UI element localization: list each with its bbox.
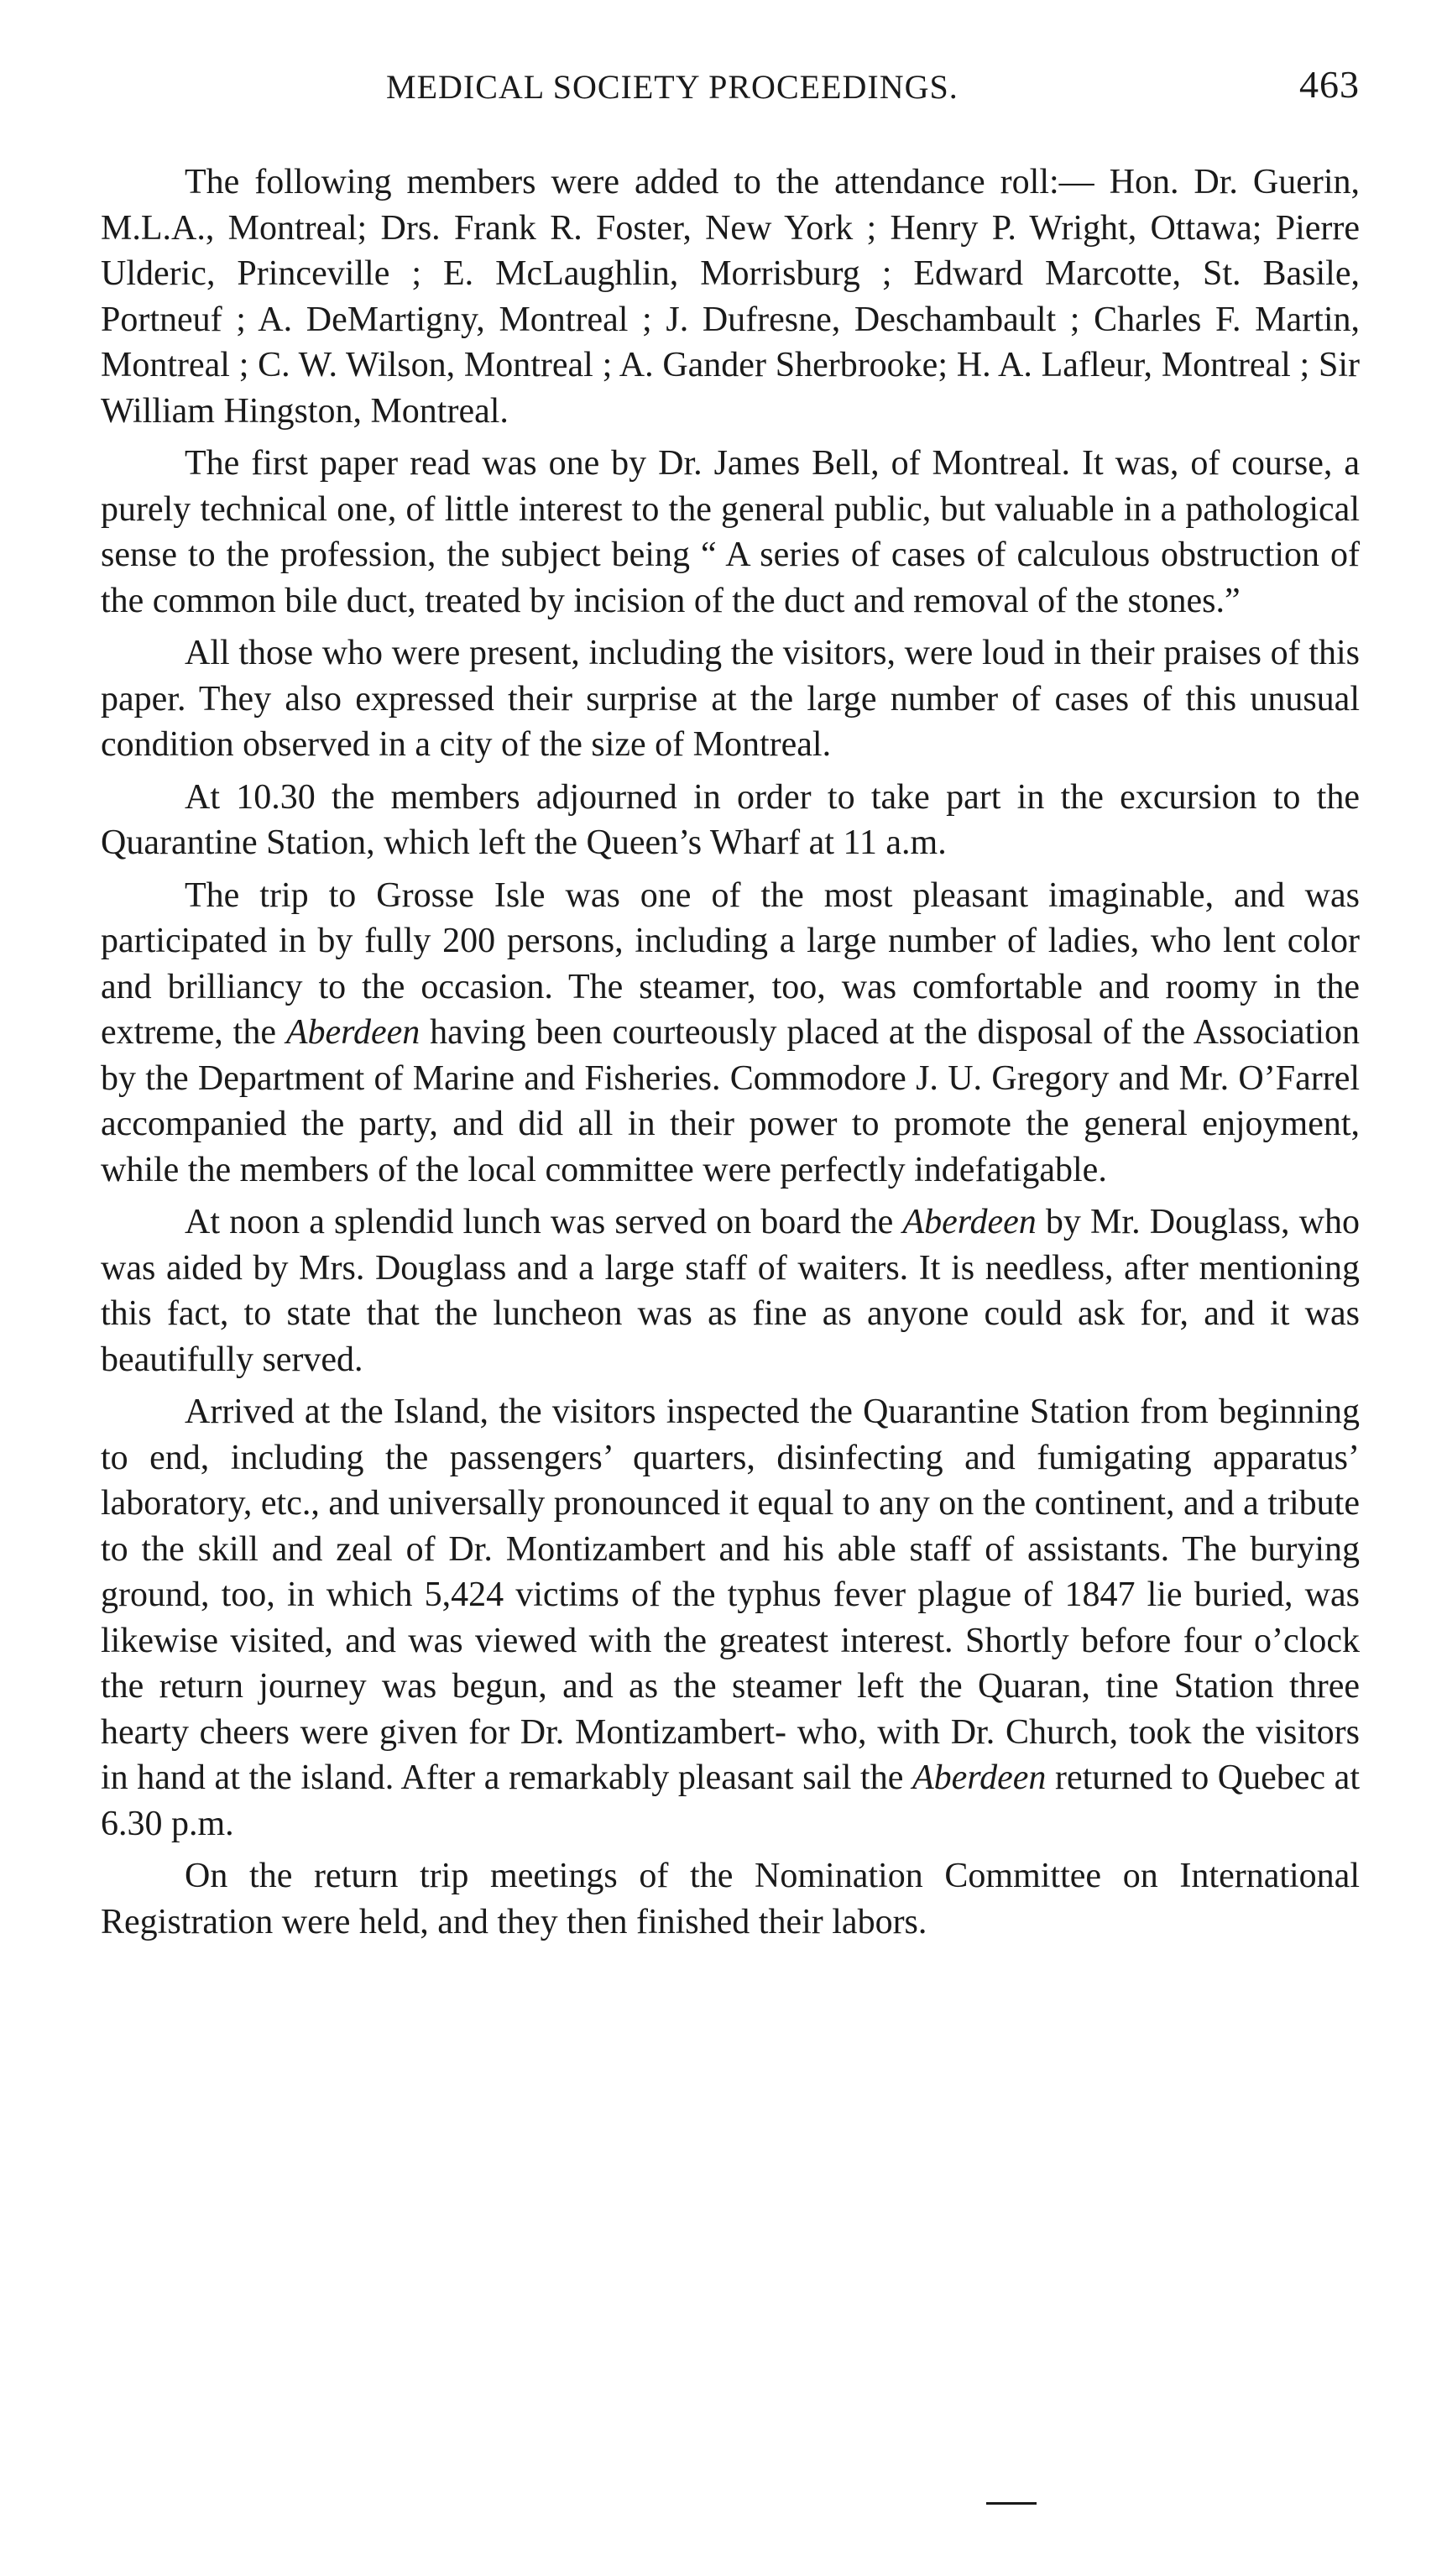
- ship-name: Aberdeen: [902, 1203, 1037, 1241]
- running-head: [101, 50, 1360, 126]
- paragraph: [101, 159, 1360, 434]
- end-rule: [986, 2502, 1037, 2505]
- paragraph-text: At 10.30 the members adjourned in order to take part in the excursion to the Quarantine Station, which left the Queen’s Wharf at 11 a.m.: [101, 777, 1360, 862]
- paragraph: [101, 630, 1360, 768]
- article-body: [101, 159, 1360, 1945]
- running-title: MEDICAL SOCIETY PROCEEDINGS.: [386, 68, 959, 106]
- paragraph: [101, 775, 1360, 866]
- paragraph-text: The first paper read was one by Dr. James Bell, of Montreal. It was, of course, a purely technical one, of little interest to the general public, but valuable in a pathological sense to the profession, the subject being “ A series of cases of calculous obstruction of the common bile duct, treated by incision of the duct and removal of the stones.”: [101, 444, 1360, 620]
- ship-name: Aberdeen: [285, 1013, 421, 1052]
- paragraph: [101, 873, 1360, 1194]
- paragraph-text: All those who were present, including the visitors, were loud in their praises of this paper. They also expressed their surprise at the large number of cases of this unusual condition observed in a city of the size of Montreal.: [101, 634, 1360, 764]
- page-number: 463: [1299, 63, 1360, 106]
- paragraph: [101, 1199, 1360, 1382]
- paragraph-text: returned to Quebec at 6.30 p.m.: [101, 1758, 1360, 1843]
- paragraph-text: The trip to Grosse Isle was one of the most pleasant imaginable, and was participated in by fully 200 persons, including a large number of ladies, who lent color and brilliancy to the occasion. The steamer, too, was comfortable and roomy in the extreme, the: [101, 875, 1360, 1052]
- paragraph-text: having been courteously placed at the disposal of the Association by the Department of Marine and Fisheries. Commodore J. U. Gregory and Mr. O’Farrel accompanied the party, and did all in their power to promote the general enjoyment, while the members of the local committee were perfectly indefatigable.: [101, 1013, 1360, 1189]
- paragraph: [101, 1853, 1360, 1945]
- paragraph-text: At noon a splendid lunch was served on board the: [185, 1203, 903, 1241]
- paragraph-text: The following members were added to the attendance roll:— Hon. Dr. Guerin, M.L.A., Montreal; Drs. Frank R. Foster, New York ; Henry P. Wright, Ottawa; Pierre Ulderic, Princeville ; E. McLaughlin, Morrisburg ; Edward Marcotte, St. Basile, Portneuf ; A. DeMartigny, Montreal ; J. Dufresne, Deschambault ; Charles F. Martin, Montreal ; C. W. Wilson, Montreal ; A. Gander Sherbrooke; H. A. Lafleur, Montreal ; Sir William Hingston, Montreal.: [101, 163, 1360, 431]
- book-page: [101, 50, 1360, 2535]
- paragraph-text: by Mr. Douglass, who was aided by Mrs. Douglass and a large staff of waiters. It is needless, after mentioning this fact, to state that the luncheon was as fine as anyone could ask for, and it was beautifully served.: [101, 1203, 1360, 1379]
- ship-name: Aberdeen: [912, 1758, 1047, 1797]
- paragraph: [101, 1389, 1360, 1847]
- paragraph: [101, 441, 1360, 624]
- paragraph-text: On the return trip meetings of the Nomination Committee on International Registration were held, and they then finished their labors.: [101, 1857, 1360, 1941]
- paragraph-text: Arrived at the Island, the visitors inspected the Quarantine Station from beginning to end, including the passengers’ quarters, disinfecting and fumigating apparatus’ laboratory, etc., and universally pronounced it equal to any on the continent, and a tribute to the skill and zeal of Dr. Montizambert and his able staff of assistants. The burying ground, too, in which 5,424 victims of the typhus fever plague of 1847 lie buried, was likewise visited, and was viewed with the greatest interest. Shortly before four o’clock the return journey was begun, and as the steamer left the Quaran, tine Station three hearty cheers were given for Dr. Montizambert- who, with Dr. Church, took the visitors in hand at the island. After a remarkably pleasant sail the: [101, 1393, 1360, 1797]
